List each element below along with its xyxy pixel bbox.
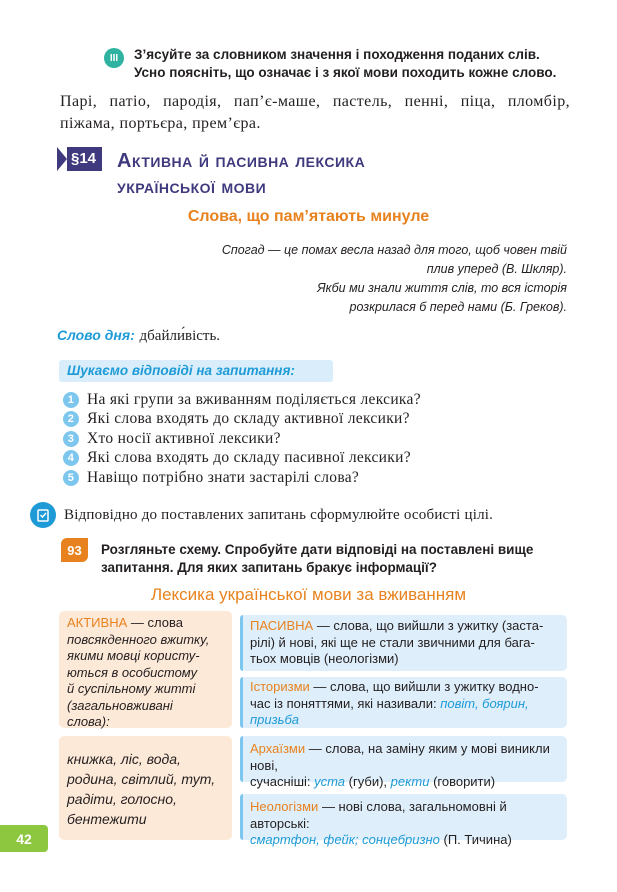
- section-title-line1: Активна й пасивна лексика: [117, 150, 366, 172]
- task93-line1: Розгляньте схему. Спробуйте дати відповіді на поставлені вище: [101, 542, 534, 557]
- number-badge: 4: [63, 450, 79, 466]
- active-examples-box: [59, 736, 232, 840]
- subtitle: Слова, що пам’ятають минуле: [187, 208, 430, 225]
- section-number: §14: [67, 147, 102, 171]
- archaisms-term: Архаїзми: [250, 741, 306, 756]
- list-item: [63, 429, 421, 449]
- active-text: слова):: [67, 714, 110, 729]
- archaisms-text: — слова, на заміну яким у мові виникли нові,: [250, 741, 550, 773]
- archaism-example: уста: [314, 774, 346, 789]
- question-text: Навіщо потрібно знати застарілі слова?: [87, 468, 360, 486]
- neologism-author: (П. Тичина): [439, 832, 512, 847]
- list-item: [63, 449, 421, 469]
- task-number-badge: 93: [61, 538, 88, 562]
- neologism-examples: смартфон, фейк; сонцебризно: [250, 832, 440, 847]
- list-item: [63, 468, 421, 488]
- search-questions-banner: Шукаємо відповіді на запитання:: [59, 360, 333, 382]
- task93-text: [101, 541, 571, 577]
- historisms-text: — слова, що вийшли з ужитку водно-: [309, 679, 539, 694]
- passive-lexicon-box: [240, 615, 567, 671]
- example-line: книжка, ліс, вода,: [67, 751, 181, 767]
- active-term: АКТИВНА: [67, 615, 128, 630]
- question-text: Хто носії активної лексики?: [87, 429, 281, 447]
- epigraph-line: розкрилася б перед нами (Б. Греков).: [349, 300, 567, 314]
- questions-list: [63, 390, 421, 488]
- number-badge: 3: [63, 431, 79, 447]
- active-text: (загальновживані: [67, 697, 173, 713]
- question-text: На які групи за вживанням поділяється лексика?: [87, 390, 421, 408]
- number-badge: 2: [63, 411, 79, 427]
- active-text: якими мовці користу-: [67, 648, 200, 663]
- task-iii-line2: Усно поясніть, що означає і з якої мови походить кожне слово.: [134, 65, 557, 80]
- goal-text: Відповідно до поставлених запитань сформулюйте особисті цілі.: [64, 506, 494, 523]
- historisms-examples: призьба: [250, 712, 300, 727]
- section-arrow-icon: [57, 147, 67, 171]
- number-badge: 1: [63, 392, 79, 408]
- neologisms-text: — нові слова, загальномовні й авторські:: [250, 799, 507, 831]
- task-badge-iii: III: [104, 48, 124, 68]
- neologisms-term: Неологізми: [250, 799, 319, 814]
- task-iii-text: [134, 46, 574, 82]
- words-list: Парі, патіо, пародія, пап’є-маше, пастель, пенні, піца, пломбір, піжама, портьєра, прем’єра.: [60, 93, 570, 132]
- active-text: й суспільному житті: [67, 681, 196, 696]
- word-of-day-label: Слово дня:: [57, 327, 135, 343]
- active-text: повсякденного вжитку,: [67, 631, 210, 647]
- neologisms-box: [240, 794, 567, 847]
- epigraph-line: Спогад — це помах весла назад для того, щоб човен твій: [221, 243, 567, 257]
- passive-term: ПАСИВНА: [250, 618, 314, 633]
- active-text: ються в особистому: [67, 664, 198, 680]
- number-badge: 5: [63, 470, 79, 486]
- word-of-day: [57, 326, 220, 345]
- historisms-examples: повіт, боярин,: [440, 695, 529, 711]
- question-text: Які слова входять до складу активної лексики?: [87, 410, 410, 428]
- active-lexicon-box: [59, 611, 232, 728]
- goal-icon: [30, 502, 56, 528]
- word-of-day-value: дбайли́вість.: [139, 328, 221, 344]
- epigraph: [187, 241, 567, 317]
- section-badge: [57, 147, 102, 171]
- question-text: Які слова входять до складу пасивної лексики?: [87, 449, 411, 467]
- archaism-example: ректи: [390, 774, 430, 789]
- historisms-term: Історизми: [250, 679, 310, 694]
- goal-row: [30, 502, 575, 528]
- archaism-gloss: (губи),: [345, 774, 391, 789]
- passive-text: тьох мовців (неологізми): [250, 651, 399, 666]
- example-line: бентежити: [67, 811, 147, 827]
- page-number: 42: [0, 825, 48, 852]
- historisms-text: час із поняттями, які називали:: [250, 695, 441, 711]
- list-item: [63, 390, 421, 410]
- example-line: радіти, голосно,: [67, 791, 177, 807]
- passive-text: — слова, що вийшли з ужитку (заста-: [313, 618, 544, 633]
- archaism-gloss: (говорити): [429, 774, 496, 789]
- passive-text: рілі) й нові, які ще не стали звичними для бага-: [250, 634, 535, 650]
- clipboard-icon: [35, 507, 51, 523]
- archaisms-box: [240, 736, 567, 789]
- scheme-title: Лексика української мови за вживанням: [150, 585, 467, 604]
- active-text: — слова: [127, 615, 183, 630]
- epigraph-line: Якби ми знали життя слів, то вся історія: [317, 281, 567, 295]
- historisms-box: [240, 677, 567, 728]
- archaisms-text: сучасніші:: [250, 774, 315, 789]
- section-title-line2: української мови: [117, 176, 267, 198]
- example-line: родина, світлий, тут,: [67, 771, 216, 787]
- epigraph-line: плив уперед (В. Шкляр).: [426, 262, 567, 276]
- task93-line2: запитання. Для яких запитань бракує інформації?: [101, 560, 437, 575]
- list-item: [63, 410, 421, 430]
- task-iii-line1: З’ясуйте за словником значення і походження поданих слів.: [134, 47, 540, 62]
- section-title: [117, 148, 365, 200]
